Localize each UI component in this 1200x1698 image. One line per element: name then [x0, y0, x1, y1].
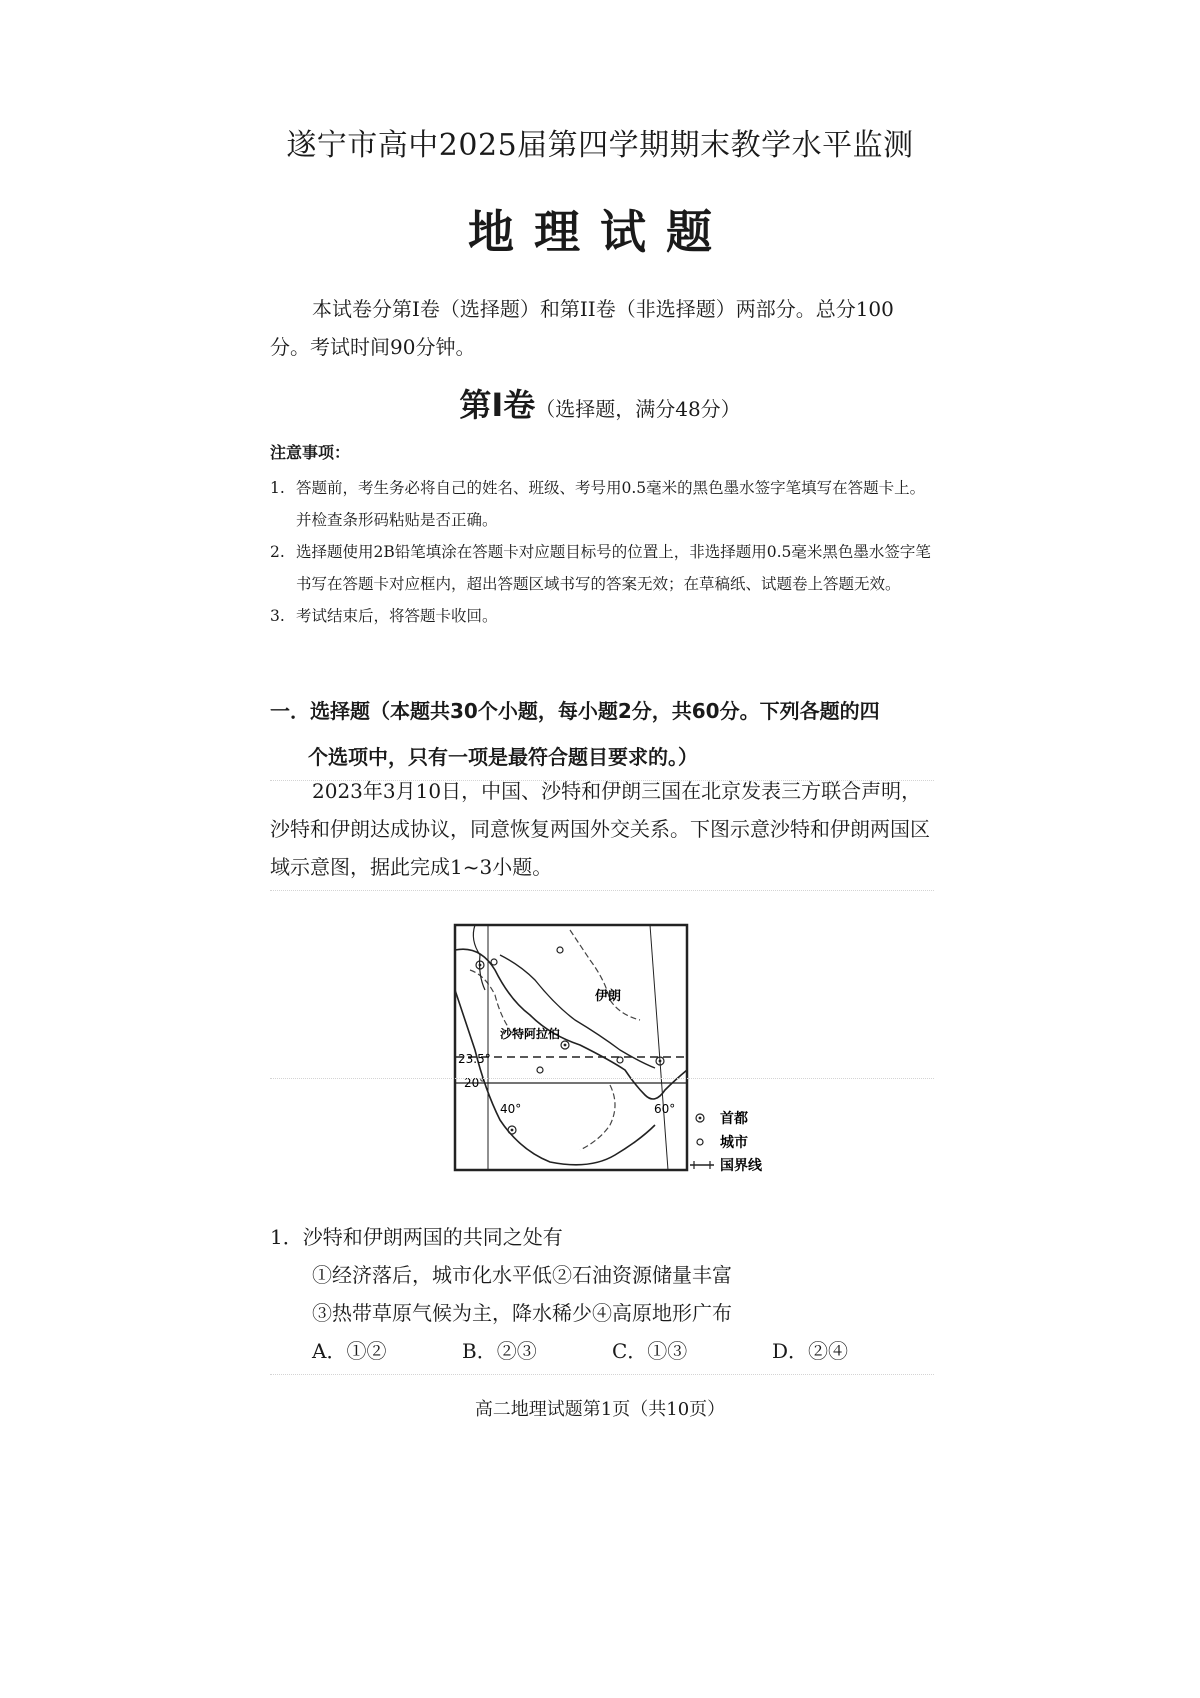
dotted-divider: [270, 1374, 934, 1375]
legend-capital-label: 首都: [720, 1111, 748, 1127]
question-options-line: ③热带草原气候为主，降水稀少④高原地形广布: [312, 1301, 732, 1325]
dotted-divider: [270, 890, 934, 891]
legend-border-label: 国界线: [720, 1158, 762, 1174]
capital-marker-dot: [659, 1060, 662, 1063]
map-legend: [690, 1110, 763, 1174]
choice-b: B．②③: [462, 1339, 537, 1363]
subject-title: 地理试题: [468, 205, 732, 259]
notes-item: [270, 600, 934, 632]
capital-marker-dot: [479, 964, 482, 967]
intro-paragraph: 本试卷分第Ⅰ卷（选择题）和第II卷（非选择题）两部分。总分100分。考试时间90分钟。: [270, 297, 894, 359]
region-map: [440, 920, 810, 1195]
page-footer: 高二地理试题第1页（共10页）: [474, 1399, 726, 1420]
notes-item-number: 3.: [270, 607, 285, 625]
label-longitude-60: 60°: [654, 1102, 676, 1116]
choice-c: C．①③: [612, 1339, 688, 1363]
section-heading-line2: 个选项中，只有一项是最符合题目要求的。）: [308, 745, 698, 769]
section-heading: [270, 688, 934, 781]
notes-item-text: 答题前，考生务必将自己的姓名、班级、考号用0.5毫米的黑色墨水签字笔填写在答题卡上。并检查条形码粘贴是否正确。: [296, 479, 926, 529]
notes-item-text: 选择题使用2B铅笔填涂在答题卡对应题目标号的位置上，非选择题用0.5毫米黑色墨水签字笔书写在答题卡对应框内，超出答题区域书写的答案无效；在草稿纸、试题卷上答题无效。: [296, 543, 931, 593]
notes-item-number: 1.: [270, 479, 285, 497]
part-heading: [0, 380, 1200, 426]
capital-marker-dot: [511, 1129, 514, 1132]
question-passage: 2023年3月10日，中国、沙特和伊朗三国在北京发表三方联合声明，沙特和伊朗达成协议，同意恢复两国外交关系。下图示意沙特和伊朗两国区域示意图，据此完成1~3小题。: [270, 779, 930, 879]
notes-heading: 注意事项：: [270, 443, 351, 462]
label-saudi-arabia: 沙特阿拉伯: [500, 1027, 561, 1041]
question-stem: 1．沙特和伊朗两国的共同之处有: [270, 1225, 563, 1249]
label-latitude-20: 20°: [464, 1076, 486, 1090]
legend-capital-icon-dot: [699, 1117, 702, 1120]
notes-item: [270, 472, 934, 536]
notes-item-text: 考试结束后，将答题卡收回。: [296, 607, 498, 625]
question-1: [270, 1218, 934, 1375]
notes-item-number: 2.: [270, 543, 285, 561]
question-options-line: ①经济落后，城市化水平低②石油资源储量丰富: [312, 1263, 732, 1287]
exam-title: 遂宁市高中2025届第四学期期末教学水平监测: [286, 128, 914, 163]
choice-a: A．①②: [312, 1339, 387, 1363]
answer-choices: [270, 1332, 934, 1370]
part-label: 第Ⅰ卷: [459, 386, 536, 424]
label-iran: 伊朗: [595, 989, 622, 1004]
notes-list: [270, 472, 934, 632]
choice-d: D．②④: [772, 1339, 849, 1363]
dotted-divider: [270, 1078, 934, 1079]
capital-marker-dot: [564, 1044, 567, 1047]
section-heading-line1: 一．选择题（本题共30个小题，每小题2分，共60分。下列各题的四: [270, 699, 880, 723]
legend-city-icon: [697, 1139, 703, 1145]
label-longitude-40: 40°: [500, 1102, 522, 1116]
notes-item: [270, 536, 934, 600]
label-latitude-23-5: 23.5°: [458, 1052, 491, 1066]
legend-city-label: 城市: [720, 1135, 748, 1151]
part-note: （选择题，满分48分）: [535, 397, 741, 421]
